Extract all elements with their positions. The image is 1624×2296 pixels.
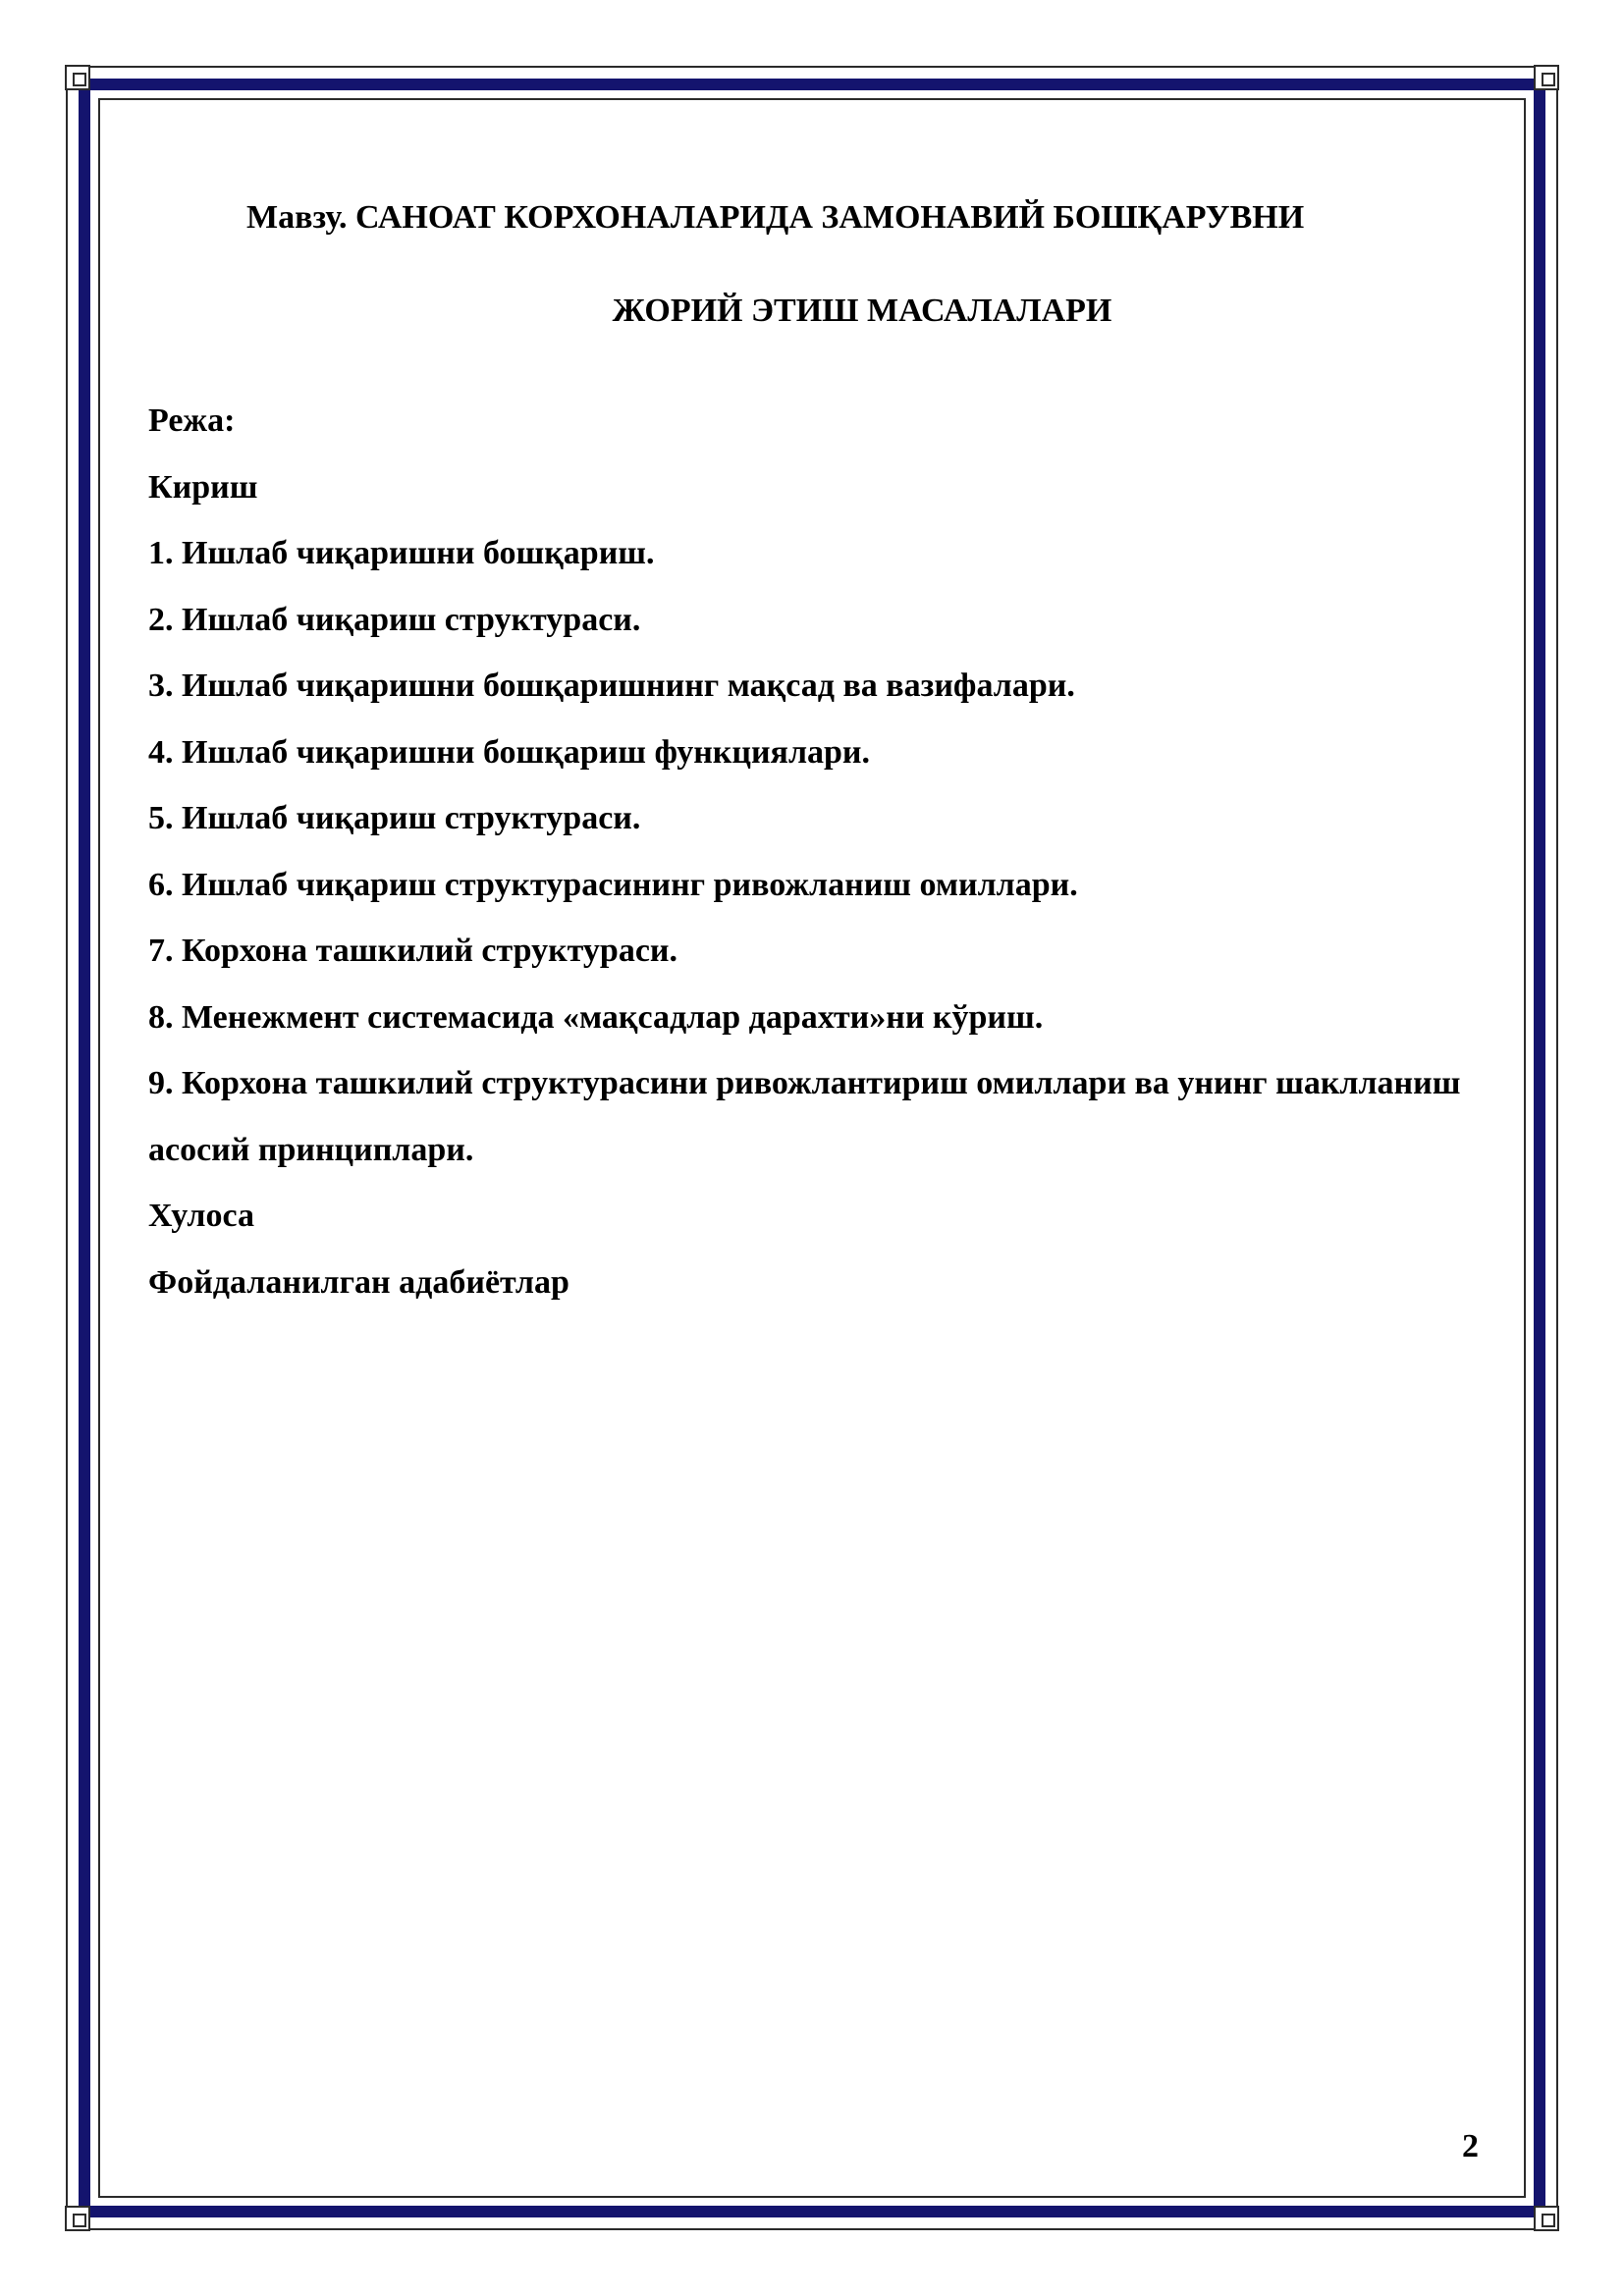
plan-conclusion: Хулоса — [148, 1198, 254, 1234]
plan-item: 7. Корхона ташкилий структураси. — [148, 933, 678, 969]
plan-item: 2. Ишлаб чиқариш структураси. — [148, 601, 641, 638]
plan-item: 1. Ишлаб чиқаришни бошқариш. — [148, 535, 655, 571]
plan-item: 4. Ишлаб чиқаришни бошқариш функциялари. — [148, 733, 871, 771]
document-title-line-2-text: ЖОРИЙ ЭТИШ МАСАЛАЛАРИ — [612, 293, 1112, 329]
plan-item: 6. Ишлаб чиқариш структурасининг ривожланиш омиллари. — [148, 866, 1078, 903]
plan-section — [148, 388, 1493, 1315]
plan-references: Фойдаланилган адабиётлар — [148, 1263, 569, 1301]
plan-item: 3. Ишлаб чиқаришни бошқаришнинг мақсад ва вазифалари. — [148, 667, 1075, 704]
plan-item: 9. Корхона ташкилий структурасини ривожлантириш омиллари ва унинг шаклланиш асосий принциплари. — [148, 1065, 1461, 1168]
plan-item: 8. Менежмент системасида «мақсадлар дарахти»ни кўриш. — [148, 998, 1044, 1036]
plan-item: 5. Ишлаб чиқариш структураси. — [148, 800, 641, 836]
plan-heading: Режа: — [148, 402, 236, 439]
plan-intro: Кириш — [148, 468, 258, 506]
document-title-line-1: Мавзу. САНОАТ КОРХОНАЛАРИДА ЗАМОНАВИЙ БОШҚАРУВНИ — [246, 199, 1305, 236]
page-number: 2 — [1462, 2128, 1479, 2164]
document-title-line-2 — [0, 293, 1624, 330]
